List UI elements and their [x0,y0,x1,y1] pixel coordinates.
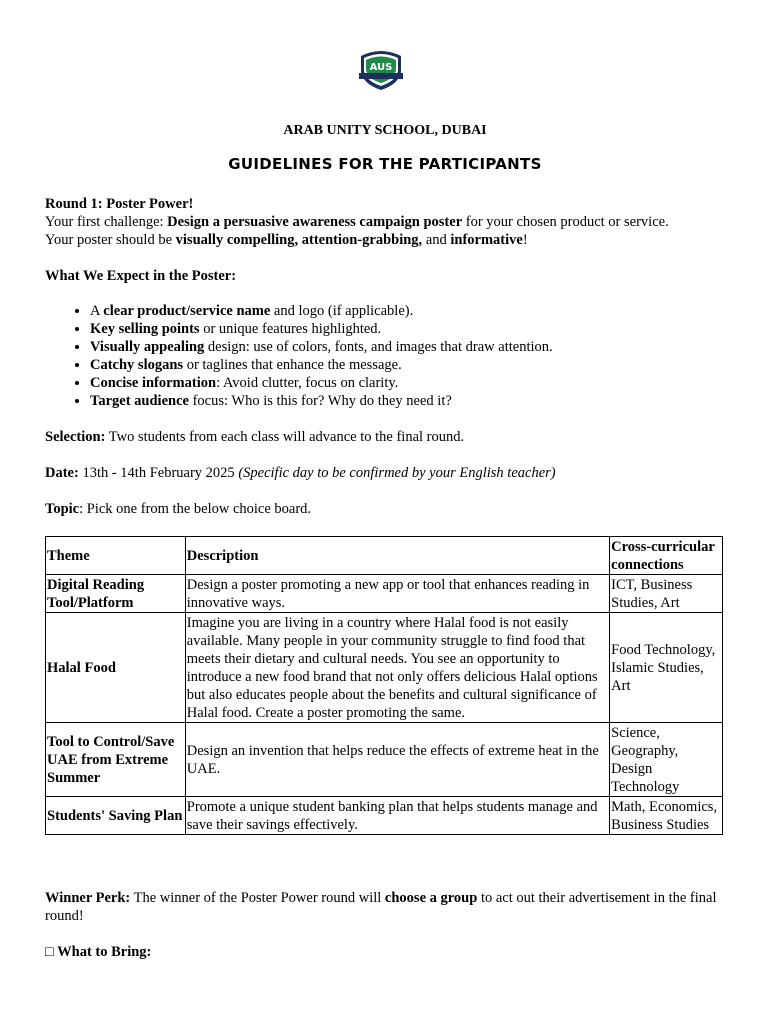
description-cell: Design an invention that helps reduce the effects of extreme heat in the UAE. [185,723,609,797]
selection-line: Selection: Two students from each class will advance to the final round. [45,429,465,445]
connections-cell: Science, Geography, Design Technology [610,723,723,797]
theme-cell: Digital Reading Tool/Platform [46,575,186,613]
list-item: • Target audience focus: Who is this for? Why do they need it? [90,392,768,410]
connections-cell: Food Technology, Islamic Studies, Art [610,613,723,723]
list-item: • Concise information: Avoid clutter, focus on clarity. [90,374,768,392]
theme-cell: Tool to Control/Save UAE from Extreme Summer [46,723,186,797]
date-line: Date: 13th - 14th February 2025 (Specific day to be confirmed by your English teacher) [45,465,556,481]
theme-cell: Halal Food [46,613,186,723]
round-heading: Round 1: Poster Power! [45,196,194,212]
table-row [46,613,723,723]
header-connections: Cross-curricular connections [610,537,723,575]
list-item: • Catchy slogans or taglines that enhance the message. [90,356,768,374]
table-header-row [46,537,723,575]
table-row [46,797,723,835]
list-item: • A clear product/service name and logo (if applicable). [90,302,768,320]
connections-cell: ICT, Business Studies, Art [610,575,723,613]
school-name: ARAB UNITY SCHOOL, DUBAI [283,123,487,138]
school-logo [355,46,407,90]
round-line-1: Your first challenge: Design a persuasive awareness campaign poster for your chosen product or service. [45,214,669,230]
svg-text:AUS: AUS [369,62,393,73]
checkbox-icon: □ [45,944,54,960]
expect-heading: What We Expect in the Poster: [45,268,237,284]
what-to-bring: □ What to Bring: [45,944,152,960]
expect-list [45,302,768,410]
theme-cell: Students' Saving Plan [46,797,186,835]
list-item: • Visually appealing design: use of colors, fonts, and images that draw attention. [90,338,768,356]
description-cell: Imagine you are living in a country where Halal food is not easily available. Many people in your community struggle to find food that meets their dietary and cultural needs. You see an opportunity to introduce a new food brand that not only offers delicious Halal options but also educates people about the benefits and cultural significance of Halal food. Create a poster promoting the same. [185,613,609,723]
description-cell: Design a poster promoting a new app or tool that enhances reading in innovative ways. [185,575,609,613]
description-cell: Promote a unique student banking plan that helps students manage and save their savings effectively. [185,797,609,835]
choice-board-table [45,536,723,835]
round-section [45,195,735,249]
topic-line: Topic: Pick one from the below choice board. [45,501,312,517]
list-item: • Key selling points or unique features highlighted. [90,320,768,338]
winner-perk: Winner Perk: The winner of the Poster Power round will choose a group to act out their advertisement in the final round! [45,890,717,924]
table-row [46,575,723,613]
connections-cell: Math, Economics, Business Studies [610,797,723,835]
header-theme: Theme [46,537,186,575]
page-title: GUIDELINES FOR THE PARTICIPANTS [228,155,542,173]
round-line-2: Your poster should be visually compelling, attention-grabbing, and informative! [45,232,528,248]
header-description: Description [185,537,609,575]
table-row [46,723,723,797]
